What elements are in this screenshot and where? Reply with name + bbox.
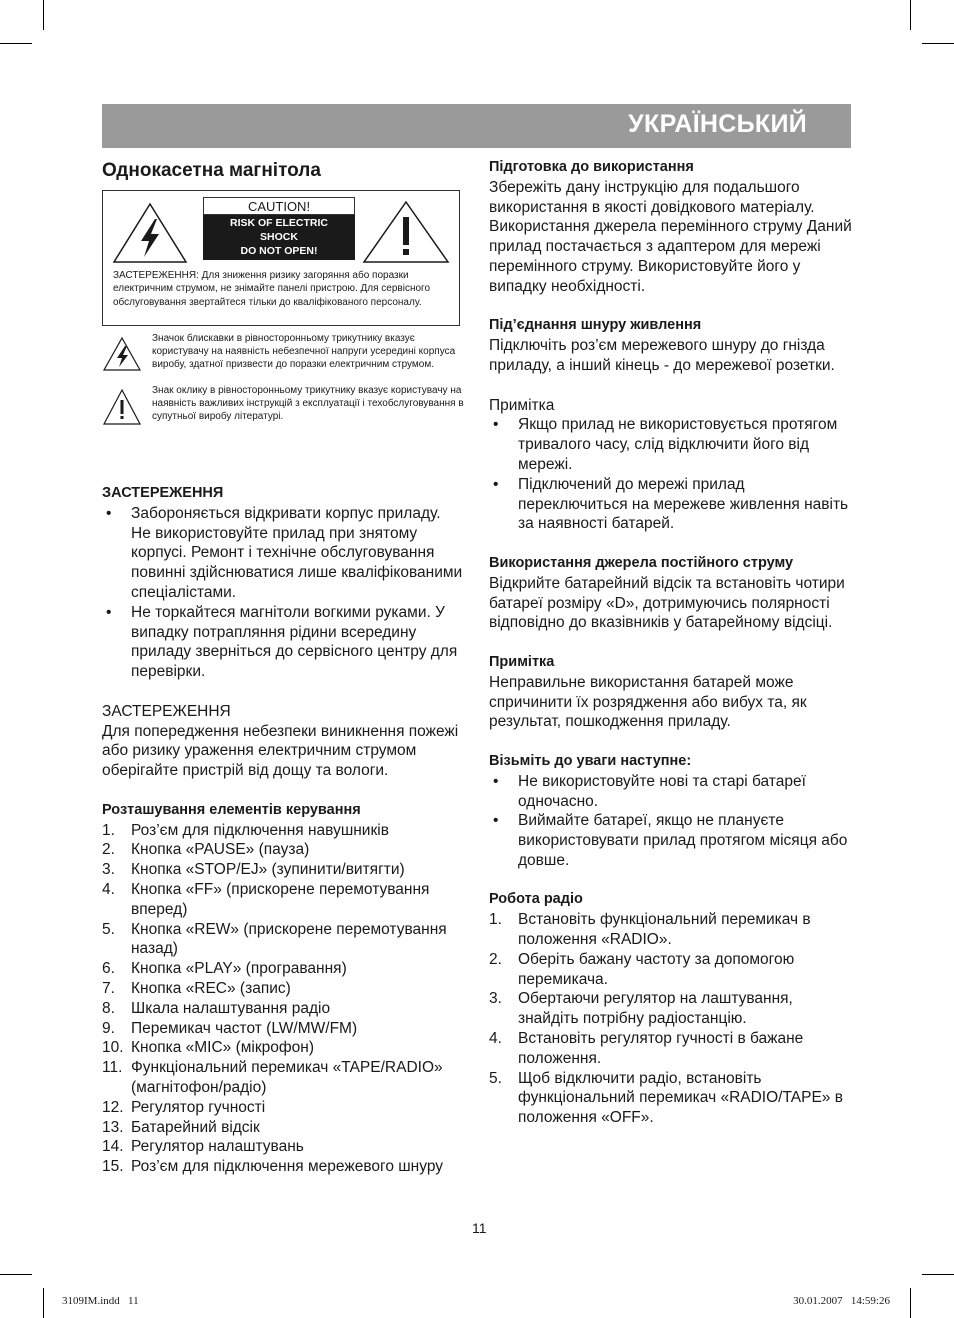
crop-mark: [43, 1288, 44, 1318]
lightning-triangle-icon: [102, 336, 142, 372]
list-item: 7. Кнопка «REC» (запис): [102, 979, 291, 997]
crop-mark: [0, 1274, 32, 1275]
crop-mark: [910, 0, 911, 30]
caution-shock-label: RISK OF ELECTRIC SHOCK DO NOT OPEN!: [203, 215, 355, 260]
page-number: 11: [472, 1220, 487, 1236]
lightning-warning-icon: [111, 201, 189, 265]
crop-mark: [0, 43, 32, 44]
warning-list: [102, 504, 464, 682]
caution-label-block: [203, 197, 355, 260]
note-list: [489, 415, 855, 534]
exclamation-triangle-icon: [102, 388, 142, 426]
prep-text: Збережіть дану інструкцію для подальшого використання в якості довідкового матеріалу. Використання джерела перемінного струму Даний прилад постачається з адаптером для мережі перемінного струму. Використовуйте його у випадку необхідності.: [489, 178, 852, 295]
lightning-symbol-text: Значок блискавки в рівносторонньому трикутнику вказує користувачу на наявність небезпечної напруги усередині корпуса виробу, здатної призвести до поразки електричним струмом.: [152, 333, 456, 370]
caution-box: [102, 190, 460, 326]
list-item: 5. Кнопка «REW» (прискорене перемотування назад): [102, 920, 447, 958]
list-item: 6. Кнопка «PLAY» (програвання): [102, 960, 347, 978]
left-column: [102, 158, 464, 1177]
footer-file: 3109IM.indd 11: [62, 1295, 139, 1307]
list-item: 1. Роз’єм для підключення навушників: [102, 821, 389, 839]
list-item: 13. Батарейний відсік: [102, 1118, 260, 1136]
document-title: Однокасетна магнітола: [102, 160, 321, 181]
list-item: 9. Перемикач частот (LW/MW/FM): [102, 1019, 358, 1037]
controls-heading: Розташування елементів керування: [102, 801, 361, 818]
language-header: [102, 104, 851, 148]
list-item: 12. Регулятор гучності: [102, 1098, 266, 1116]
dc-heading: Використання джерела постійного струму: [489, 554, 794, 571]
language-title: УКРАЇНСЬКИЙ: [628, 110, 807, 138]
controls-list: [102, 821, 464, 1177]
prep-heading: Підготовка до використання: [489, 159, 694, 175]
exclamation-symbol-text: Знак оклику в рівносторонньому трикутнику вказує користувачу на наявність важливих інструкцій з експлуатації і техобслуговування в супутньої виробу літературі.: [152, 385, 464, 422]
warning2-text: Для попередження небезпеки виникнення пожежі або ризику ураження електричним струмом оберігайте пристрій від дощу та вологи.: [102, 722, 459, 780]
warning2-heading: ЗАСТЕРЕЖЕННЯ: [102, 702, 231, 720]
crop-mark: [922, 43, 954, 44]
list-item: 4. Встановіть регулятор гучності в бажане положення.: [489, 1030, 804, 1067]
list-item: 5. Щоб відключити радіо, встановіть функціональний перемикач «RADIO/TAPE» в положення «OFF».: [489, 1069, 843, 1127]
list-item: 8. Шкала налаштування радіо: [102, 999, 331, 1017]
list-item: 11. Функціональний перемикач «TAPE/RADIO» (магнітофон/радіо): [102, 1059, 443, 1096]
footer-datetime: 30.01.2007 14:59:26: [793, 1295, 890, 1307]
note-heading: Примітка: [489, 396, 555, 414]
list-item: 3. Обертаючи регулятор на лаштування, знайдіть потрібну радіостанцію.: [489, 990, 793, 1028]
list-item: 15. Роз’єм для підключення мережевого шнуру: [102, 1158, 444, 1176]
exclamation-warning-icon: [361, 199, 451, 265]
list-item: • Не торкайтеся магнітоли вогкими руками. У випадку потрапляння рідини всередину приладу зверніться до сервісного центру для перевірки.: [106, 603, 458, 681]
list-item: • Підключений до мережі прилад переключиться на мережеве живлення навіть за наявності батарей.: [493, 475, 849, 533]
list-item: 2. Оберіть бажану частоту за допомогою перемикача.: [489, 950, 795, 988]
list-item: 2. Кнопка «PAUSE» (пауза): [102, 841, 310, 859]
cord-text: Підключіть роз’єм мережевого шнуру до гнізда приладу, а інший кінець - до мережевої розетки.: [489, 337, 835, 374]
attention-list: [489, 772, 855, 871]
list-item: • Якщо прилад не використовується протягом тривалого часу, слід відключити його від мережі.: [493, 416, 838, 473]
radio-steps: [489, 910, 855, 1128]
note2-text: Неправильне використання батарей може спричинити їх розрядження або вибух та, як результат, пошкодження приладу.: [489, 673, 807, 731]
list-item: 3. Кнопка «STOP/EJ» (зупинити/витягти): [102, 861, 405, 879]
radio-heading: Робота радіо: [489, 891, 583, 908]
list-item: 1. Встановіть функціональний перемикач в положення «RADIO».: [489, 911, 811, 949]
right-column: [489, 158, 855, 1128]
crop-mark: [43, 0, 44, 30]
exclamation-symbol-explanation: [102, 384, 464, 436]
note2-heading: Примітка: [489, 653, 555, 670]
list-item: 4. Кнопка «FF» (прискорене перемотування вперед): [102, 880, 430, 918]
attention-heading: Візьміть до уваги наступне:: [489, 752, 692, 769]
crop-mark: [922, 1274, 954, 1275]
crop-mark: [910, 1288, 911, 1318]
list-item: • Не використовуйте нові та старі батареї одночасно.: [493, 772, 806, 810]
warning-heading: ЗАСТЕРЕЖЕННЯ: [102, 485, 224, 501]
list-item: 14. Регулятор налаштувань: [102, 1138, 304, 1156]
list-item: • Виймайте батареї, якщо не плануєте використовувати прилад протягом місяця або довше.: [493, 812, 848, 869]
caution-warning-text: ЗАСТЕРЕЖЕННЯ: Для зниження ризику загоряння або поразки електричним струмом, не знімайте панелі пристрою. Для сервісного обслуговування звертайтеся тільки до кваліфікованого персоналу.: [113, 270, 431, 308]
dc-text: Відкрийте батарейний відсік та встановіть чотири батареї розміру «D», дотримуючись полярності відповідно до вказівників у батарейному відсіці.: [489, 574, 845, 632]
list-item: 10. Кнопка «MIC» (мікрофон): [102, 1039, 314, 1057]
cord-heading: Під’єднання шнуру живлення: [489, 317, 702, 334]
lightning-symbol-explanation: [102, 332, 464, 384]
caution-label: CAUTION!: [203, 197, 355, 215]
list-item: • Забороняється відкривати корпус приладу. Не використовуйте прилад при знятому корпусі. Ремонт і технічне обслуговування повинні здійснюватися лише кваліфікованими спеціалістами.: [106, 504, 463, 601]
